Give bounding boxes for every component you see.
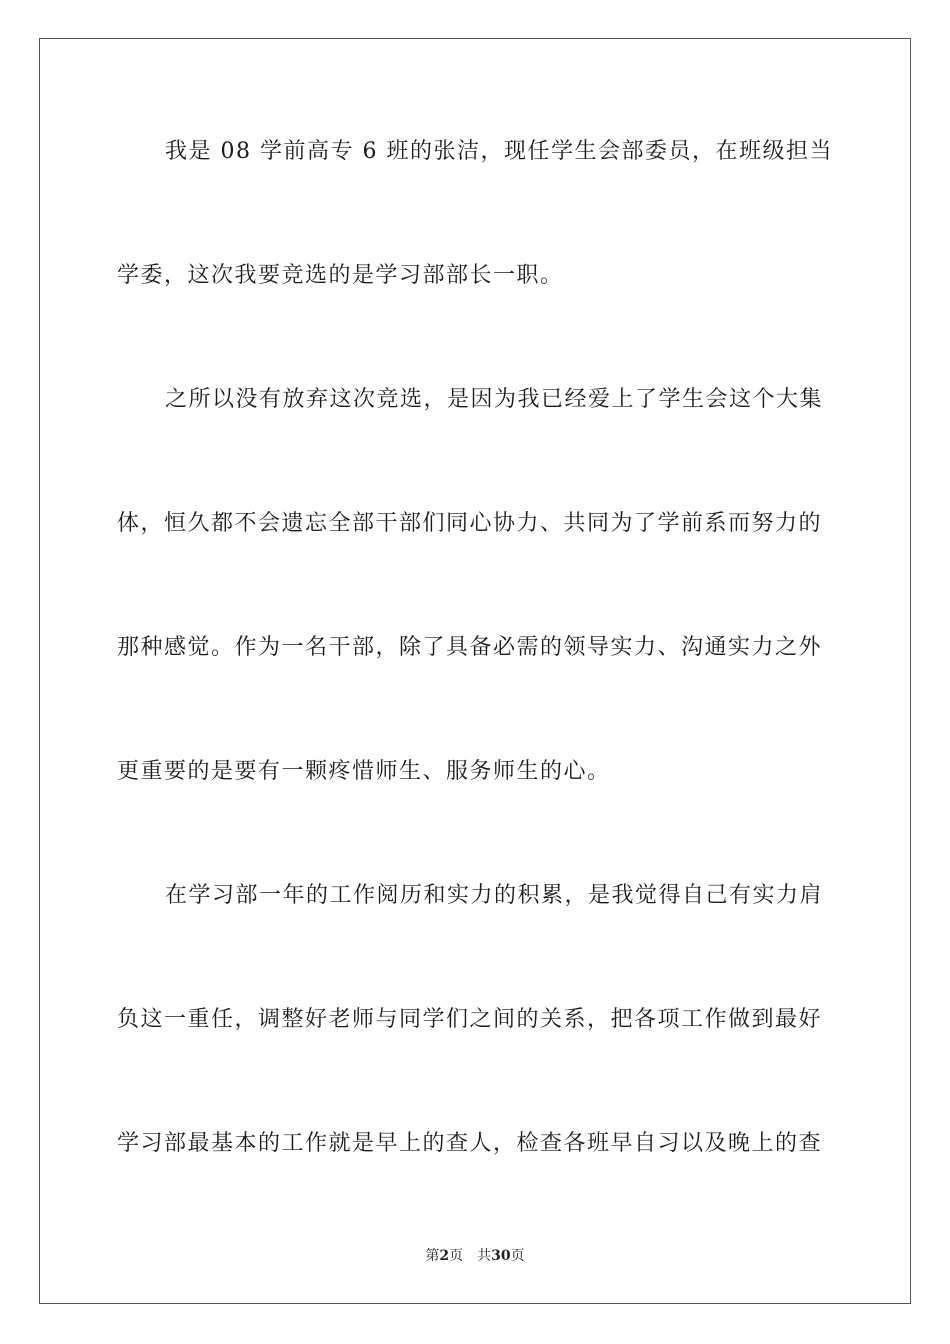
footer-total-suffix: 页 (510, 1248, 525, 1264)
paragraph-3-line-2: 负这一重任，调整好老师与同学们之间的关系，把各项工作做到最好 (117, 1007, 823, 1032)
paragraph-2-line-3: 那种感觉。作为一名干部，除了具备必需的领导实力、沟通实力之外 (117, 635, 823, 660)
paragraph-1-line-1: 我是 08 学前高专 6 班的张洁，现任学生会部委员，在班级担当 (165, 139, 833, 164)
footer-page-number: 2 (439, 1248, 450, 1264)
page-frame (39, 38, 911, 1304)
paragraph-2-line-4: 更重要的是要有一颗疼惜师生、服务师生的心。 (117, 759, 611, 784)
paragraph-3-line-3: 学习部最基本的工作就是早上的查人，检查各班早自习以及晚上的查 (117, 1131, 823, 1156)
footer-page-suffix: 页 (449, 1248, 464, 1264)
paragraph-2-line-2: 体，恒久都不会遗忘全部干部们同心协力、共同为了学前系而努力的 (117, 511, 823, 536)
page-footer (0, 1247, 950, 1265)
paragraph-2-line-1: 之所以没有放弃这次竞选，是因为我已经爱上了学生会这个大集 (165, 387, 824, 412)
footer-page-prefix: 第 (425, 1248, 440, 1264)
footer-total-prefix: 共 (477, 1248, 492, 1264)
footer-total-pages: 30 (491, 1248, 511, 1264)
paragraph-1-line-2: 学委，这次我要竞选的是学习部部长一职。 (117, 263, 564, 288)
paragraph-3-line-1: 在学习部一年的工作阅历和实力的积累，是我觉得自己有实力肩 (165, 883, 824, 908)
